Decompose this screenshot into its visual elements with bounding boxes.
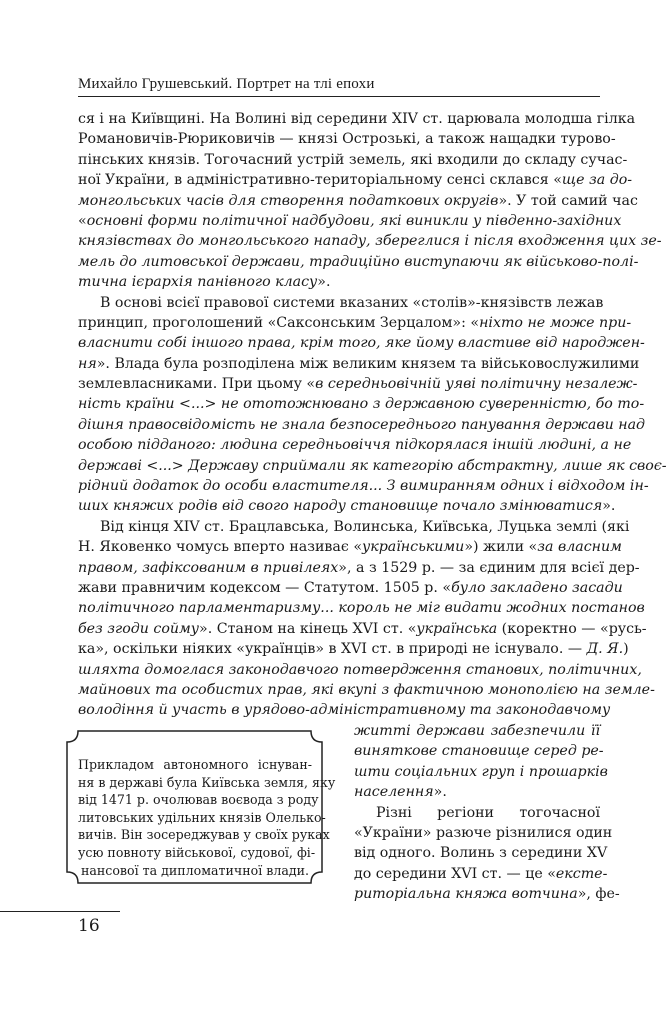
sidebar-line: усю повноту військової, судової, фі- — [78, 844, 316, 860]
footer-rule — [0, 911, 120, 912]
text-line: ня». Влада була розподілена між великим князем та військовослужилими — [78, 355, 640, 372]
text-line: житті держави забезпечили її — [354, 723, 600, 739]
sidebar-line: від 1471 р. очолював воєвода з роду — [78, 792, 319, 808]
text-line: ність країни <...> не ототожнювано з державною суверенністю, бо то- — [78, 396, 645, 413]
text-line: В основі всієї правової системи вказаних «столів»-князівств лежав — [100, 294, 604, 311]
text-line: ної України, в адміністративно-територіальному сенсі склався «ще за до- — [78, 172, 633, 189]
text-line: шти соціальних груп і прошарків — [354, 763, 608, 780]
text-line: шляхта домоглася законодавчого потвердження станових, політичних, — [78, 661, 642, 678]
sidebar-line: ня в державі була Київська земля, яку — [78, 774, 336, 790]
text-line: без згоди сойму». Станом на кінець XVI ст. «українська (коректно — «русь- — [78, 620, 647, 637]
sidebar-text — [78, 756, 336, 879]
text-line: ших княжих родів від свого народу становище почало змінюватися». — [78, 498, 616, 515]
sidebar-line: литовських удільних князів Олелько- — [78, 809, 326, 825]
text-line: населення». — [354, 784, 447, 801]
text-line: Від кінця XIV ст. Брацлавська, Волинська, Київська, Луцька землі (які — [100, 518, 630, 535]
right-column — [354, 721, 620, 905]
text-line: дішня правосвідомість не знала безпосереднього панування держави над — [78, 416, 646, 433]
text-line: державі <...> Державу сприймали як категорію абстрактну, лише як своє- — [78, 457, 667, 474]
sidebar-line: нансової та дипломатичної влади. — [81, 862, 309, 878]
text-line: ка», оскільки ніяких «українців» в XVI ст. в природі не існувало. — Д. Я.) — [78, 641, 629, 658]
text-line: Різні регіони тогочасної — [376, 804, 600, 821]
text-line: Н. Яковенко чомусь вперто називає «українськими») жили «за власним — [78, 539, 622, 556]
text-line: рідний додаток до особи властителя... З вимиранням одних і відходом ін- — [78, 478, 649, 495]
text-line: князівствах до монгольського нападу, збереглися і після входження цих зе- — [78, 233, 662, 250]
body-text — [78, 109, 667, 721]
header-rule — [78, 96, 600, 97]
running-header: Михайло Грушевський. Портрет на тлі епохи — [78, 76, 375, 92]
text-line: «основні форми політичної надбудови, які виникли у південно-західних — [78, 212, 622, 229]
text-line: власнити собі іншого права, крім того, яке йому властиве від народжен- — [78, 335, 645, 352]
text-line: майнових та особистих прав, які вкупі з фактичною монополією на земле- — [78, 681, 655, 698]
sidebar-box — [64, 728, 336, 886]
page-number: 16 — [78, 916, 100, 936]
text-line: до середини XVI ст. — це «ексте- — [354, 865, 608, 882]
text-line: особою підданого: людина середньовіччя підкорялася іншій людині, а не — [78, 437, 632, 454]
sidebar-line: Прикладом автономного існуван- — [78, 757, 312, 772]
text-line: від одного. Волинь з середини XV — [354, 845, 608, 862]
text-line: пінських князів. Тогочасний устрій земель, які входили до складу сучас- — [78, 151, 628, 168]
text-line: жави правничим кодексом — Статутом. 1505 р. «було закладено засади — [78, 579, 623, 596]
text-line: тична ієрархія панівного класу». — [78, 274, 331, 291]
text-line: політичного парламентаризму... король не міг видати жодних постанов — [78, 600, 645, 617]
text-line: принцип, проголошений «Саксонським Зерцалом»: «ніхто не може при- — [78, 314, 632, 331]
text-line: «України» разюче різнилися один — [354, 824, 613, 841]
text-line: виняткове становище серед ре- — [354, 743, 604, 760]
text-line: монгольських часів для створення податкових округів». У той самий час — [78, 192, 638, 209]
text-line: ся і на Київщині. На Волині від середини XIV ст. царювала молодша гілка — [78, 111, 636, 127]
text-line: мель до литовської держави, традиційно виступаючи як військово-полі- — [78, 253, 639, 270]
text-line: володіння й участь в урядово-адміністративному та законодавчому — [78, 702, 611, 719]
text-line: риторіальна княжа вотчина», фе- — [354, 886, 620, 903]
sidebar-line: вичів. Він зосереджував у своїх руках — [78, 827, 330, 843]
text-line: Романовичів-Рюриковичів — князі Острозькі, а також нащадки турово- — [78, 131, 616, 148]
text-line: правом, зафіксованим в привілеях», а з 1529 р. — за єдиним для всієї дер- — [78, 559, 640, 576]
text-line: землевласниками. При цьому «в середньовічній уяві політичну незалеж- — [78, 376, 638, 393]
